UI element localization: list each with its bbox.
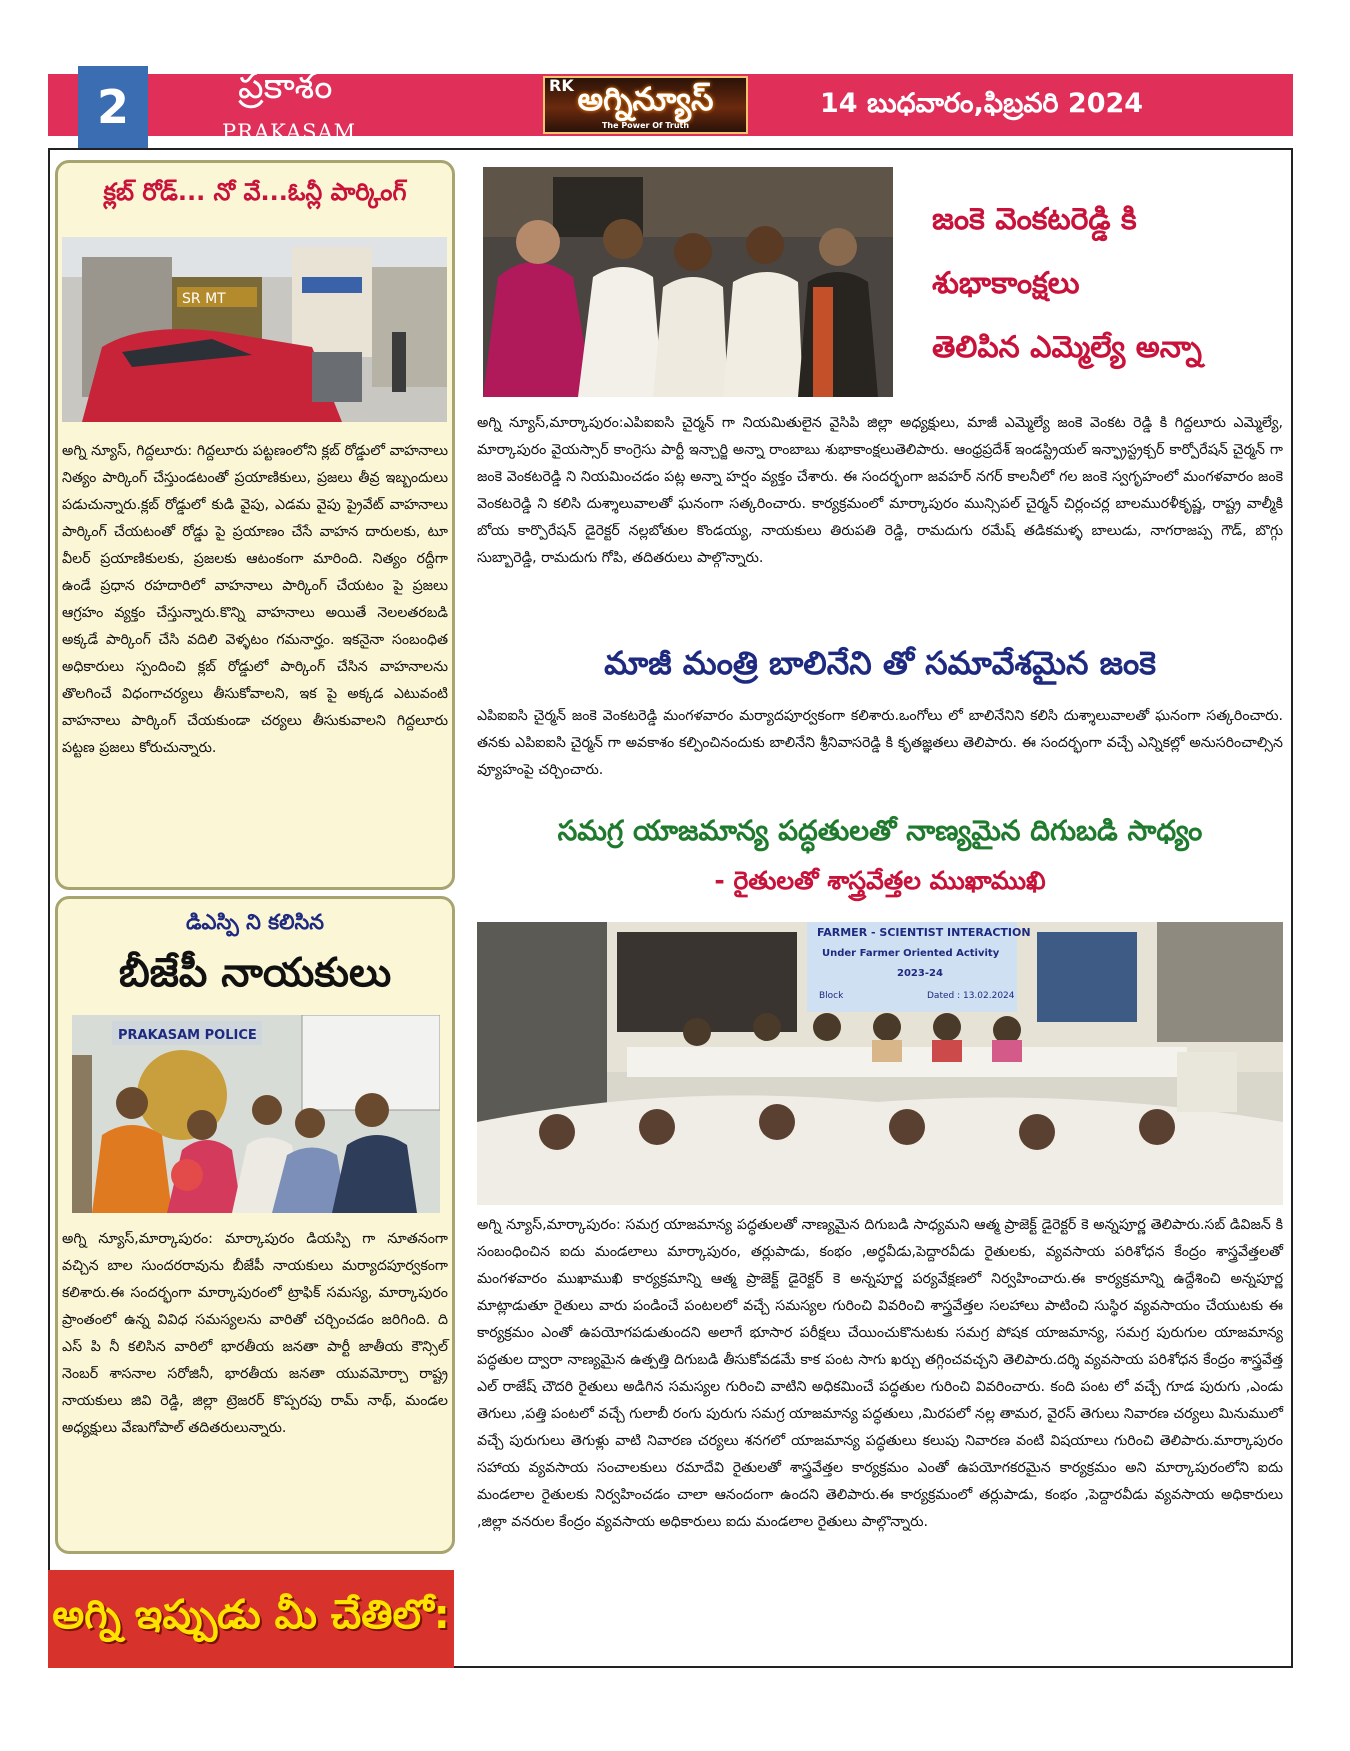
section-title-english: PRAKASAM <box>222 120 357 144</box>
photo-banner-line-1: FARMER - SCIENTIST INTERACTION <box>817 926 1031 939</box>
logo-prefix: RK <box>549 76 574 95</box>
photo-banner-line-3: 2023-24 <box>897 968 943 979</box>
headline-line-2: శుభాకాంక్షలు <box>932 266 1080 301</box>
story-farmer-headline: సమగ్ర యాజమాన్య పద్ధతులతో నాణ్యమైన దిగుబడి సాధ్యం <box>557 814 1203 847</box>
photo-banner-block: Block <box>819 991 844 1001</box>
promo-banner <box>48 1570 454 1668</box>
story-janke-photo <box>483 167 893 397</box>
story-bjp-body: అగ్ని న్యూస్,మార్కాపురం: మార్కాపురం డియస్పి గా నూతనంగా వచ్చిన బాల సుందరరావును బీజేపీ నాయకులు మర్యాదపూర్వకంగా కలిశారు.ఈ సందర్భంగా మార్కాపురంలో ట్రాఫిక్ సమస్య, మార్కాపురం ప్రాంతంలో ఉన్న వివిధ సమస్యలను వారితో చర్చించడం జరిగింది. ది ఎస్ పి నీ కలిసిన వారిలో భారతీయ జనతా పార్టీ జాతీయ కౌన్సిల్ నెంబర్ శాసనాల సరోజినీ, భారతీయ జనతా యువమోర్చా రాష్ట్ర నాయకులు జివి రెడ్డి, జిల్లా ట్రెజరర్ కొప్పరపు రామ్ నాథ్, మండల అధ్యక్షులు వేణుగోపాల్ తదితరులున్నారు. <box>62 1231 448 1436</box>
story-bjp-photo <box>72 1015 440 1213</box>
section-title-telugu: ప్రకాశం <box>238 66 333 107</box>
issue-date: 14 బుధవారం,ఫిబ్రవరి 2024 <box>820 88 1144 119</box>
story-club-road-headline: క్లబ్ రోడ్... నో వే...ఓన్లీ పార్కింగ్ <box>103 178 407 206</box>
story-janke-headline <box>932 188 1272 380</box>
story-club-road-photo <box>62 237 447 422</box>
photo-banner-line-4: Dated : 13.02.2024 <box>927 991 1015 1001</box>
story-janke-body: అగ్ని న్యూస్,మార్కాపురం:ఎపిఐఐసి చైర్మన్ గా నియమితులైన వైసిపి జిల్లా అధ్యక్షులు, మాజీ ఎమ్మెల్యే జంకె వెంకట రెడ్డి కి గిద్దలూరు ఎమ్మెల్యే, మార్కాపురం వైయస్సార్ కాంగ్రెసు పార్టీ ఇన్చార్జి అన్నా రాంబాబు శుభాకాంక్షలుతెలిపారు. ఆంధ్రప్రదేశ్ ఇండస్ట్రియల్ ఇన్ఫ్రాస్ట్రక్చర్ కార్పోరేషన్ చైర్మన్ గా జంకె వెంకటరెడ్డి ని నియమించడం పట్ల అన్నా హర్షం వ్యక్తం చేశారు. ఈ సందర్భంగా జవహర్ నగర్ కాలనీలో గల జంకె స్వగృహంలో మంగళవారం జంకె వెంకటరెడ్డి ని కలిసి దుశ్శాలువాలతో ఘనంగా సత్కరించారు. కార్యక్రమంలో మార్కాపురం మున్సిపల్ చైర్మన్ చిర్లంచర్ల బాలమురళీకృష్ణ, రాష్ట్ర వాల్మీకి బోయ కార్పొరేషన్ డైరెక్టర్ నల్లబోతుల కొండయ్య, నాయకులు తిరుపతి రెడ్డి, రామదుగు రమేష్ తడికమళ్ళ బాలుడు, నాగరాజప్ప గౌడ్, బొగ్గు సుబ్బారెడ్డి, రామదుగు గోపి, తదితరులు పాల్గొన్నారు. <box>477 415 1283 566</box>
headline-line-3: తెలిపిన ఎమ్మెల్యే అన్నా <box>932 330 1202 365</box>
headline-line-1: జంకె వెంకటరెడ్డి కి <box>932 202 1137 237</box>
promo-banner-text: అగ్ని ఇప్పుడు మీ చేతిలో: <box>52 1592 450 1638</box>
photo-police-sign: PRAKASAM POLICE <box>118 1028 257 1043</box>
photo-sign-text: SR MT <box>182 291 226 307</box>
story-club-road-body: అగ్ని న్యూస్, గిద్దలూరు: గిద్దలూరు పట్టణంలోని క్లబ్ రోడ్డులో వాహనాలు నిత్యం పార్కింగ్ చేస్తుండటంతో ప్రయాణికులు, ప్రజలు తీవ్ర ఇబ్బందులు పడుచున్నారు.క్లబ్ రోడ్డులో కుడి వైపు, ఎడమ వైపు ప్రైవేట్ వాహనాలు పార్కింగ్ చేయటంతో రోడ్డు పై ప్రయాణం చేసే వాహన దారులకు, టూ వీలర్ ప్రయాణికులకు, ప్రజలకు ఆటంకంగా మారింది. నిత్యం రద్దీగా ఉండే ప్రధాన రహదారిలో వాహనాలు పార్కింగ్ చేయటం పై ప్రజలు ఆగ్రహం వ్యక్తం చేస్తున్నారు.కొన్ని వాహనాలు అయితే నెలలతరబడి అక్కడే పార్కింగ్ చేసి వదిలి వెళ్ళటం గమనార్హం. ఇకనైనా సంబంధిత అధికారులు స్పందించి క్లబ్ రోడ్డులో పార్కింగ్ చేసిన వాహనాలను తొలగించే విధంగాచర్యలు తీసుకోవాలని, ఇక పై అక్కడ ఎటువంటి వాహనాలు పార్కింగ్ చేయకుండా చర్యలు తీసుకువాలని గిద్దలూరు పట్టణ ప్రజలు కోరుచున్నారు. <box>62 443 448 756</box>
story-bjp-kicker: డిఎస్పి ని కలిసిన <box>185 910 325 934</box>
newspaper-logo <box>543 76 748 134</box>
story-farmer-photo <box>477 922 1283 1205</box>
page-number: 2 <box>78 66 148 148</box>
story-farmer-subhead: - రైతులతో శాస్త్రవేత్తల ముఖాముఖి <box>714 866 1046 895</box>
story-balineni-headline: మాజీ మంత్రి బాలినేని తో సమావేశమైన జంకె <box>604 644 1156 682</box>
logo-name: అగ్నిన్యూస్ <box>577 80 714 118</box>
story-balineni-body: ఎపిఐఐసి చైర్మన్ జంకె వెంకటరెడ్డి మంగళవారం మర్యాదపూర్వకంగా కలిశారు.ఒంగోలు లో బాలినేనిని కలిసి దుశ్శాలువాలతో ఘనంగా సత్కరించారు. తనకు ఎపిఐఐసి చైర్మన్ గా అవకాశం కల్పించినందుకు బాలినేని శ్రీనివాసరెడ్డి కి కృతజ్ఞతలు తెలిపారు. ఈ సందర్భంగా వచ్చే ఎన్నికల్లో అనుసరించాల్సిన వ్యూహంపై చర్చించారు. <box>477 708 1283 778</box>
logo-tagline: The Power Of Truth <box>601 121 690 130</box>
story-bjp-headline: బీజేపీ నాయకులు <box>118 950 392 996</box>
photo-banner-line-2: Under Farmer Oriented Activity <box>822 948 1000 959</box>
story-farmer-body: అగ్ని న్యూస్,మార్కాపురం: సమగ్ర యాజమాన్య పద్ధతులతో నాణ్యమైన దిగుబడి సాధ్యమని ఆత్మ ప్రాజెక్ట్ డైరెక్టర్ కె అన్నపూర్ణ తెలిపారు.సబ్ డివిజన్ కి సంబంధించిన ఐదు మండలాలు మార్కాపురం, తర్లుపాడు, కంభం ,అర్ధవీడు,పెద్దారవీడు రైతులకు, వ్యవసాయ పరిశోధన కేంద్రం శాస్త్రవేత్తలతో మంగళవారం ముఖాముఖి కార్యక్రమాన్ని ఆత్మ ప్రాజెక్ట్ డైరెక్టర్ కె అన్నపూర్ణ పర్యవేక్షణలో నిర్వహించారు.ఈ కార్యక్రమాన్ని ఉద్దేశించి అన్నపూర్ణ మాట్లాడుతూ రైతులు వారు పండించే పంటలలో వచ్చే సమస్యల గురించి వివరించి శాస్త్రవేత్తల సలహాలు పాటించి సుస్థిర వ్యవసాయం చేయుటకు ఈ కార్యక్రమం ఎంతో ఉపయోగపడుతుందని అలాగే భూసార పరీక్షలు చేయించుకొనుటకు సమగ్ర పోషక యాజమాన్య, సమగ్ర పురుగుల యాజమాన్య పద్ధతుల ద్వారా నాణ్యమైన ఉత్పత్తి దిగుబడి తీసుకోవడమే కాక పంట సాగు ఖర్చు తగ్గించవచ్చని తెలిపారు.దర్శి వ్యవసాయ పరిశోధన కేంద్రం శాస్త్రవేత్త ఎల్ రాజేష్ చౌదరి రైతులు అడిగిన సమస్యల గురించి వాటిని అధికమించే పద్ధతుల గురించి వివరించారు. కంది పంట లో వచ్చే గూడ పురుగు ,ఎండు తెగులు ,పత్తి పంటలో వచ్చే గులాబీ రంగు పురుగు సమగ్ర యాజమాన్య పద్ధతులు ,మిరపలో నల్ల తామర, వైరస్ తెగులు నివారణ చర్యలు మినుములో వచ్చే పురుగులు తెగుళ్లు వాటి నివారణ చర్యలు శనగలో యాజమాన్య పద్ధతులు కలుపు నివారణ వంటి విషయాలు గురించి తెలిపారు.మార్కాపురం సహాయ వ్యవసాయ సంచాలకులు రమాదేవి రైతులతో శాస్త్రవేత్తల కార్యక్రమం ఎంతో ఉపయోగకరమైన కార్యక్రమం అని మార్కాపురంలోని ఐదు మండలాల రైతులకు నిర్వహించడం చాలా ఆనందంగా ఉందని తెలిపారు.ఈ కార్యక్రమంలో తర్లుపాడు, కంభం ,పెద్దారవీడు వ్యవసాయ అధికారులు ,జిల్లా వనరుల కేంద్రం వ్యవసాయ అధికారులు ఐదు మండలాల రైతులు పాల్గొన్నారు. <box>477 1217 1283 1530</box>
